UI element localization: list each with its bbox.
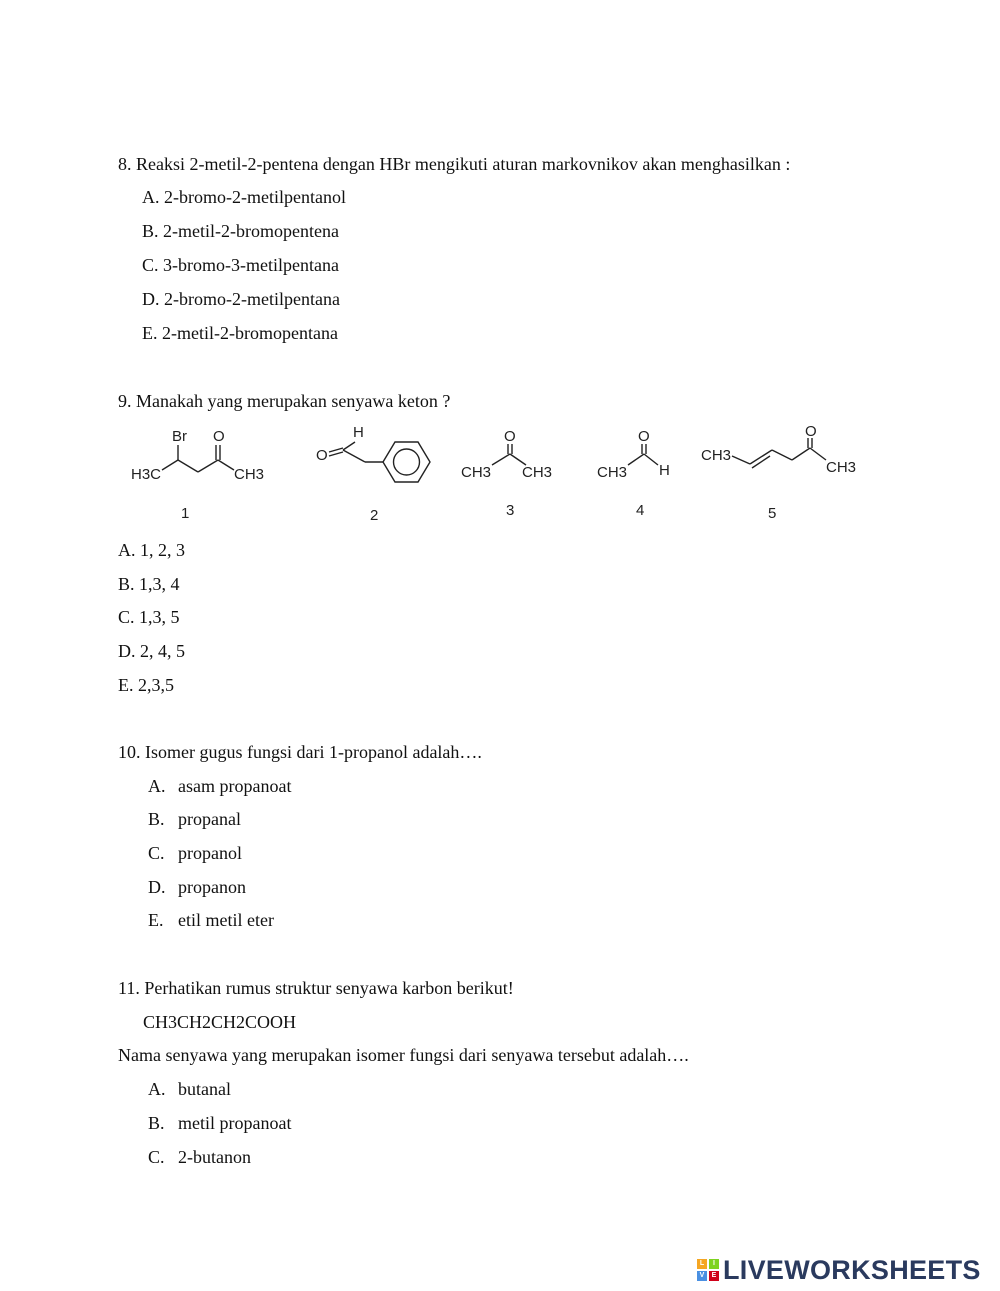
option-letter: D.: [148, 877, 166, 897]
structure-1-h3c-label: H3C: [131, 466, 162, 483]
option-text: asam propanoat: [178, 776, 292, 796]
structure-1-bond: [218, 460, 234, 470]
option-text: propanal: [178, 809, 241, 829]
q10-option-c[interactable]: [148, 842, 242, 864]
structure-2: [315, 420, 440, 525]
q9-option-a[interactable]: A. 1, 2, 3: [118, 540, 185, 560]
structure-3-bond: [510, 454, 526, 465]
q11-option-b[interactable]: [148, 1112, 291, 1134]
logo-block: V: [697, 1271, 707, 1281]
structure-2-o-label: O: [316, 447, 328, 464]
structure-1-number: 1: [181, 505, 190, 522]
structure-2-benzene-ring: [383, 442, 430, 482]
q8-option-e[interactable]: E. 2-metil-2-bromopentana: [142, 323, 338, 343]
structure-2-number: 2: [370, 507, 379, 524]
option-text: etil metil eter: [178, 910, 274, 930]
option-text: metil propanoat: [178, 1113, 292, 1133]
structure-5-bond: [772, 450, 792, 460]
structure-1: [128, 420, 273, 525]
q9-option-d[interactable]: D. 2, 4, 5: [118, 641, 185, 661]
q11-option-a[interactable]: [148, 1078, 231, 1100]
structure-4-bond: [628, 454, 644, 465]
option-letter: B.: [148, 809, 165, 829]
logo-text: LIVEWORKSHEETS: [723, 1254, 981, 1285]
logo-block: L: [697, 1259, 707, 1269]
structure-4-ch3-label: CH3: [597, 464, 628, 481]
q10-option-a[interactable]: [148, 775, 291, 797]
structure-4-bond: [644, 454, 658, 465]
structure-1-ch3-label: CH3: [234, 466, 265, 483]
structure-3-number: 3: [506, 502, 515, 519]
q9-question: 9. Manakah yang merupakan senyawa keton ?: [118, 391, 451, 411]
option-letter: C.: [148, 1147, 165, 1167]
q10-option-e[interactable]: [148, 909, 274, 931]
q10-option-d[interactable]: [148, 876, 246, 898]
option-letter: C.: [148, 843, 165, 863]
structure-5: [700, 420, 865, 525]
structure-4: [596, 420, 686, 525]
option-text: propanon: [178, 877, 246, 897]
structure-3-ch3-right-label: CH3: [522, 464, 553, 481]
q8-option-b[interactable]: B. 2-metil-2-bromopentena: [142, 221, 339, 241]
option-text: propanol: [178, 843, 242, 863]
structure-5-bond: [732, 456, 750, 464]
structure-4-h-label: H: [659, 462, 670, 479]
structure-2-bond: [343, 450, 365, 462]
structure-5-o-label: O: [805, 423, 817, 440]
structure-1-bond: [162, 460, 178, 470]
q11-question: 11. Perhatikan rumus struktur senyawa karbon berikut!: [118, 978, 514, 998]
q9-option-e[interactable]: E. 2,3,5: [118, 675, 174, 695]
structure-5-ch3-left-label: CH3: [701, 447, 732, 464]
logo-block: I: [709, 1259, 719, 1269]
option-letter: A.: [148, 776, 166, 796]
structure-2-double-bond: [329, 452, 343, 456]
option-text: butanal: [178, 1079, 231, 1099]
q8-question: 8. Reaksi 2-metil-2-pentena dengan HBr mengikuti aturan markovnikov akan menghasilkan :: [118, 154, 791, 174]
q8-option-c[interactable]: C. 3-bromo-3-metilpentana: [142, 255, 339, 275]
structure-1-o-label: O: [213, 428, 225, 445]
structure-2-h-label: H: [353, 424, 364, 441]
structure-4-o-label: O: [638, 428, 650, 445]
structure-5-ch3-right-label: CH3: [826, 459, 857, 476]
structure-3: [460, 420, 570, 525]
option-letter: E.: [148, 910, 164, 930]
q11-option-c[interactable]: [148, 1146, 251, 1168]
q8-option-a[interactable]: A. 2-bromo-2-metilpentanol: [142, 187, 346, 207]
structure-5-bond: [792, 448, 810, 460]
structure-3-ch3-left-label: CH3: [461, 464, 492, 481]
q9-option-b[interactable]: B. 1,3, 4: [118, 574, 180, 594]
logo-blocks-icon: [697, 1259, 719, 1281]
option-text: 2-butanon: [178, 1147, 251, 1167]
structure-4-number: 4: [636, 502, 645, 519]
option-letter: A.: [148, 1079, 166, 1099]
structure-1-bond: [178, 460, 198, 472]
structure-5-number: 5: [768, 505, 777, 522]
structure-5-bond: [810, 448, 826, 460]
q8-option-d[interactable]: D. 2-bromo-2-metilpentana: [142, 289, 340, 309]
liveworksheets-logo: [697, 1255, 981, 1285]
option-letter: B.: [148, 1113, 165, 1133]
q10-option-b[interactable]: [148, 808, 241, 830]
structure-2-double-bond: [329, 448, 343, 452]
structure-1-br-label: Br: [172, 428, 187, 445]
structure-3-bond: [492, 454, 510, 465]
structure-3-o-label: O: [504, 428, 516, 445]
structure-2-bond: [343, 442, 355, 450]
structure-1-bond: [198, 460, 218, 472]
q9-option-c[interactable]: C. 1,3, 5: [118, 607, 180, 627]
structure-2-aromatic-circle: [394, 449, 420, 475]
q11-formula: CH3CH2CH2COOH: [143, 1012, 297, 1032]
q11-prompt: Nama senyawa yang merupakan isomer fungsi dari senyawa tersebut adalah….: [118, 1045, 689, 1065]
logo-block: E: [709, 1271, 719, 1281]
q10-question: 10. Isomer gugus fungsi dari 1-propanol adalah….: [118, 742, 482, 762]
